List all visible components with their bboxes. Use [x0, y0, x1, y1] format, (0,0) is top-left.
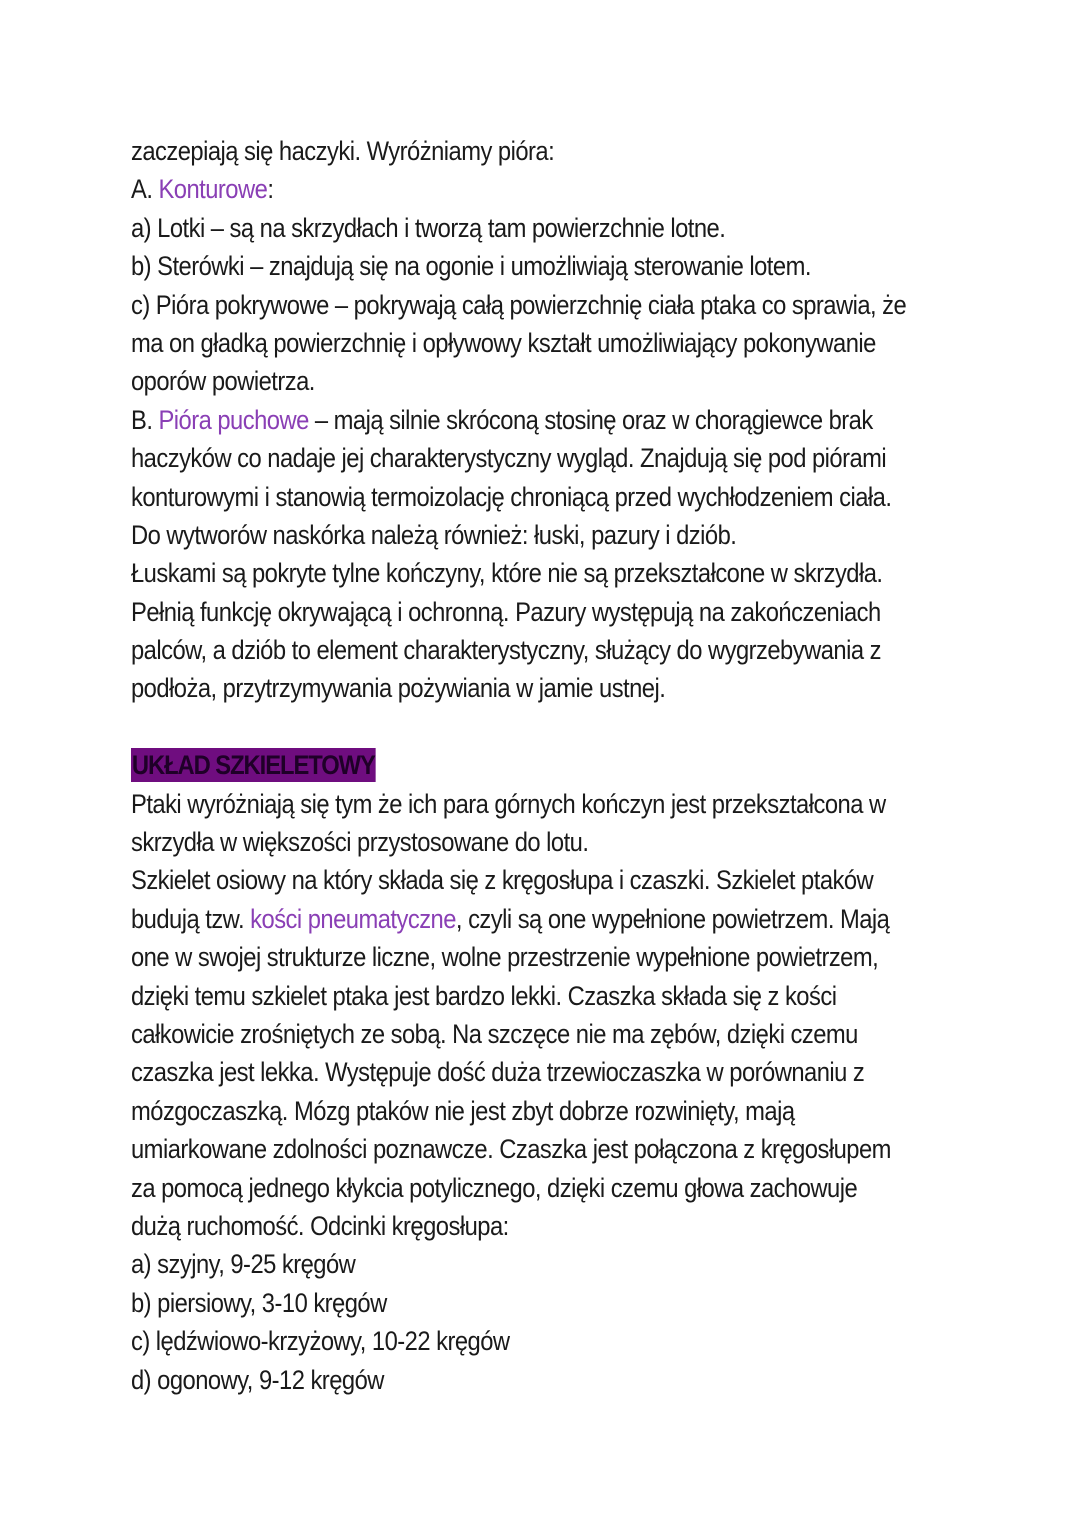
text-line: mózgoczaszką. Mózg ptaków nie jest zbyt dobrze rozwinięty, mają: [131, 1095, 795, 1126]
text-line: oporów powietrza.: [131, 366, 315, 397]
text-continuation: – mają silnie skróconą stosinę oraz w chorągiewce brak: [308, 404, 873, 435]
punctuation: :: [267, 174, 274, 205]
document-page: [131, 132, 991, 1399]
text-continuation: , czyli są one wypełnione powietrzem. Mają: [455, 903, 890, 934]
list-marker: B.: [131, 404, 159, 435]
text-line: haczyków co nadaje jej charakterystyczny wygląd. Znajdują się pod piórami: [131, 443, 887, 474]
list-item: d) ogonowy, 9-12 kręgów: [131, 1364, 384, 1395]
text-line: umiarkowane zdolności poznawcze. Czaszka jest połączona z kręgosłupem: [131, 1134, 891, 1165]
feather-type-b: [131, 401, 991, 439]
list-item: a) szyjny, 9-25 kręgów: [131, 1249, 356, 1280]
text-line: Pełnią funkcję okrywającą i ochronną. Pazury występują na zakończeniach: [131, 596, 881, 627]
text-line: Szkielet osiowy na który składa się z kręgosłupa i czaszki. Szkielet ptaków: [131, 865, 874, 896]
paragraph-gap: [131, 708, 991, 746]
text-line: Do wytworów naskórka należą również: łuski, pazury i dziób.: [131, 519, 737, 550]
text-line: Łuskami są pokryte tylne kończyny, które nie są przekształcone w skrzydła.: [131, 558, 883, 589]
text-line: konturowymi i stanowią termoizolację chroniącą przed wychłodzeniem ciała.: [131, 481, 892, 512]
text-prefix: budują tzw.: [131, 903, 251, 934]
term-konturowe: Konturowe: [158, 174, 268, 205]
term-kosci-pneumatyczne: kości pneumatyczne: [250, 903, 456, 934]
text-line: za pomocą jednego kłykcia potylicznego, dzięki czemu głowa zachowuje: [131, 1172, 858, 1203]
section-heading: UKŁAD SZKIELETOWY: [131, 750, 375, 781]
text-line: one w swojej strukturze liczne, wolne przestrzenie wypełnione powietrzem,: [131, 942, 879, 973]
list-marker: A.: [131, 174, 159, 205]
text-line: dużą ruchomość. Odcinki kręgosłupa:: [131, 1210, 509, 1241]
term-piora-puchowe: Pióra puchowe: [158, 404, 309, 435]
list-item: b) piersiowy, 3-10 kręgów: [131, 1287, 387, 1318]
text-line: skrzydła w większości przystosowane do lotu.: [131, 827, 589, 858]
text-line: palców, a dziób to element charakterystyczny, służący do wygrzebywania z: [131, 635, 881, 666]
feather-type-a: [131, 170, 991, 208]
text-line-with-term: [131, 900, 991, 938]
text-line: podłoża, przytrzymywania pożywiania w jamie ustnej.: [131, 673, 666, 704]
text-line: a) Lotki – są na skrzydłach i tworzą tam powierzchnie lotne.: [131, 212, 726, 243]
text-line: zaczepiają się haczyki. Wyróżniamy pióra:: [131, 136, 555, 166]
text-line: ma on gładką powierzchnię i opływowy kształt umożliwiający pokonywanie: [131, 327, 876, 358]
text-line: dzięki temu szkielet ptaka jest bardzo lekki. Czaszka składa się z kości: [131, 980, 837, 1011]
text-line: b) Sterówki – znajdują się na ogonie i umożliwiają sterowanie lotem.: [131, 251, 811, 282]
text-line: Ptaki wyróżniają się tym że ich para górnych kończyn jest przekształcona w: [131, 788, 886, 819]
text-line: czaszka jest lekka. Występuje dość duża trzewioczaszka w porównaniu z: [131, 1057, 865, 1088]
section-heading-line: [131, 746, 991, 784]
text-line: c) Pióra pokrywowe – pokrywają całą powierzchnię ciała ptaka co sprawia, że: [131, 289, 907, 320]
text-line: całkowicie zrośniętych ze sobą. Na szczęce nie ma zębów, dzięki czemu: [131, 1018, 858, 1049]
list-item: c) lędźwiowo-krzyżowy, 10-22 kręgów: [131, 1326, 510, 1357]
